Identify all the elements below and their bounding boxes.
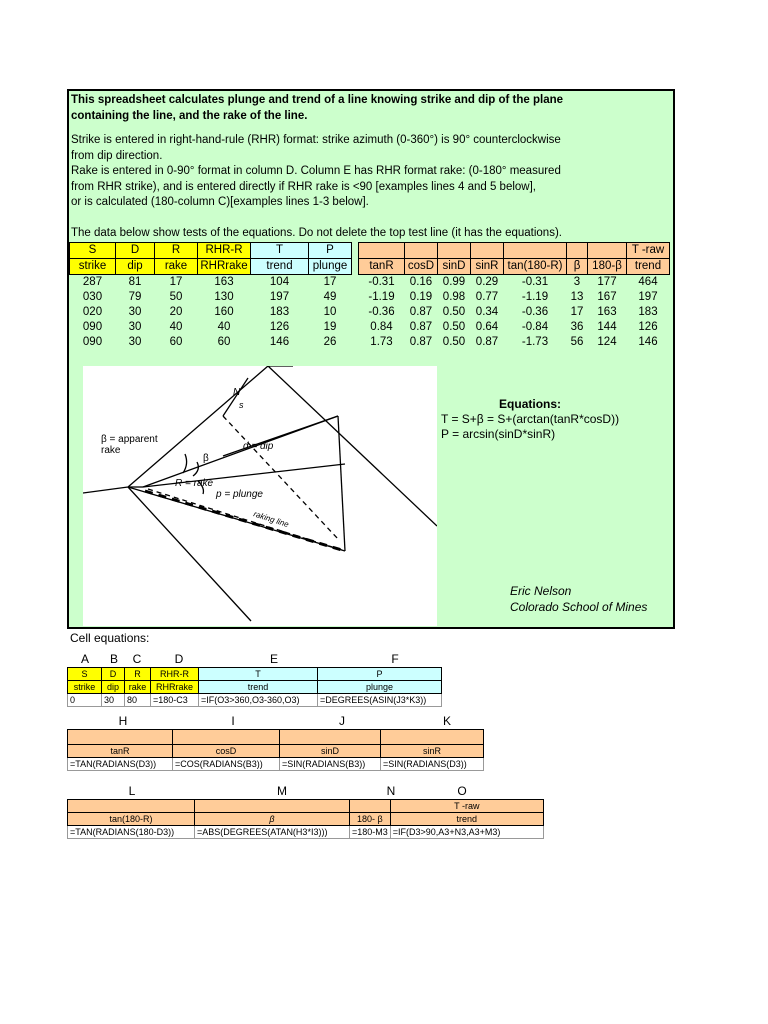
header-cell[interactable]: cosD	[173, 745, 280, 758]
author-school: Colorado School of Mines	[510, 599, 648, 614]
header-cell[interactable]: tanR	[68, 745, 173, 758]
table-row	[359, 290, 670, 305]
data-cell[interactable]: 50	[169, 291, 183, 303]
rake-label: R = rake	[175, 478, 214, 489]
data-cell[interactable]: -0.36	[521, 306, 549, 318]
data-cell[interactable]: 126	[269, 321, 290, 333]
main-panel	[67, 89, 675, 629]
column-letter: O	[457, 784, 467, 798]
column-letter: F	[391, 652, 399, 666]
diagram-svg	[83, 366, 437, 626]
data-cell[interactable]: 17	[323, 276, 337, 288]
data-cell[interactable]: 19	[323, 321, 337, 333]
plunge-label: p = plunge	[216, 489, 263, 500]
header-cell[interactable]: rake	[125, 681, 151, 694]
data-cell[interactable]: 30	[128, 321, 142, 333]
right-edge	[268, 366, 437, 526]
data-cell[interactable]: 197	[269, 291, 290, 303]
data-cell[interactable]: 0.84	[370, 321, 393, 333]
header-cell[interactable]: strike	[68, 681, 102, 694]
column-letter: B	[109, 652, 118, 666]
data-cell[interactable]: -1.19	[521, 291, 549, 303]
table-row	[68, 758, 484, 771]
header-cell[interactable]: tan(180-R)	[68, 813, 195, 826]
data-cell[interactable]: 81	[128, 276, 142, 288]
data-cell[interactable]: 090	[82, 321, 103, 333]
intro-bold-line2: containing the line, and the rake of the line.	[71, 109, 308, 122]
header-cell[interactable]: R	[125, 668, 151, 681]
data-cell[interactable]: 163	[597, 306, 617, 318]
column-letter: L	[128, 784, 136, 798]
formula-cell[interactable]: =COS(RADIANS(B3))	[173, 758, 280, 771]
data-cell[interactable]: 1.73	[370, 336, 393, 348]
data-cell[interactable]: 104	[269, 276, 290, 288]
header-cell[interactable]: S	[70, 243, 116, 259]
data-cell[interactable]: -0.31	[368, 276, 395, 288]
header-cell[interactable]: cosD	[405, 259, 438, 275]
header-cell[interactable]: trend	[627, 259, 670, 275]
table-row	[359, 320, 670, 335]
header-cell[interactable]: P	[309, 243, 352, 259]
table-row	[359, 305, 670, 320]
beta-label-2: rake	[101, 445, 121, 456]
formula-cell[interactable]: =TAN(RADIANS(180-D3))	[68, 826, 195, 839]
table-row	[70, 335, 352, 350]
header-cell[interactable]: tan(180-R)	[504, 259, 567, 275]
formula-cell[interactable]: =DEGREES(ASIN(J3*K3))	[318, 694, 442, 707]
data-cell[interactable]: 0.87	[409, 321, 433, 333]
data-cell[interactable]: 0.50	[442, 306, 466, 318]
header-cell[interactable]: trend	[199, 681, 318, 694]
header-cell[interactable]: sinR	[471, 259, 504, 275]
table-row	[359, 335, 670, 350]
data-cell[interactable]: 177	[597, 276, 617, 288]
data-cell[interactable]: 79	[128, 291, 142, 303]
table-row	[70, 275, 352, 291]
data-cell[interactable]: -0.84	[521, 321, 549, 333]
table-row	[70, 290, 352, 305]
equations-title: Equations:	[499, 397, 562, 411]
data-cell[interactable]: 0.34	[475, 306, 499, 318]
beta-label-1: β = apparent	[101, 434, 158, 445]
header-cell[interactable]: 180- β	[350, 813, 391, 826]
data-cell[interactable]: 020	[82, 306, 103, 318]
north-label: N	[233, 387, 241, 398]
intro-p2-l2: from RHR strike), and is entered directly if RHR rake is <90 [examples lines 4 and 5 below],	[71, 180, 536, 193]
formula-cell[interactable]: =ABS(DEGREES(ATAN(H3*I3)))	[195, 826, 350, 839]
data-cell[interactable]: 163	[214, 276, 234, 288]
data-cell[interactable]: 183	[638, 306, 658, 318]
formula-cell[interactable]: =180-C3	[151, 694, 199, 707]
data-cell[interactable]: 60	[169, 336, 183, 348]
input-table	[69, 242, 352, 350]
data-cell[interactable]: 0.77	[475, 291, 499, 303]
data-cell[interactable]: 40	[169, 321, 183, 333]
data-cell[interactable]: 183	[269, 306, 290, 318]
intro-text	[71, 93, 671, 241]
author-name: Eric Nelson	[510, 584, 572, 598]
column-letter: N	[386, 784, 396, 798]
header-cell[interactable]: T -raw	[390, 800, 543, 813]
equation-1: T = S+β = S+(arctan(tanR*cosD))	[441, 412, 620, 426]
lower-edge	[128, 487, 251, 621]
table-row	[68, 694, 442, 707]
author-credit	[510, 584, 647, 615]
data-cell[interactable]: -0.31	[521, 276, 549, 288]
data-cell[interactable]: 56	[570, 336, 584, 348]
data-cell[interactable]: 0.19	[409, 291, 433, 303]
data-cell[interactable]: 17	[570, 306, 584, 318]
calc-table	[358, 242, 670, 350]
header-cell[interactable]: dip	[116, 259, 155, 275]
header-cell[interactable]: sinR	[381, 745, 484, 758]
formula-cell[interactable]: =SIN(RADIANS(B3))	[280, 758, 381, 771]
header-cell[interactable]: trend	[390, 813, 543, 826]
column-letter: I	[231, 714, 235, 728]
geometry-diagram	[83, 366, 437, 626]
header-cell[interactable]: 180-β	[588, 259, 627, 275]
header-cell[interactable]: dip	[102, 681, 125, 694]
table-row	[68, 826, 544, 839]
beta-symbol-label: β	[203, 453, 209, 464]
data-cell[interactable]: 17	[169, 276, 183, 288]
header-cell[interactable]: rake	[155, 259, 198, 275]
data-cell[interactable]: 146	[638, 336, 658, 348]
formula-cell[interactable]: 0	[68, 694, 102, 707]
data-cell[interactable]: -1.73	[521, 336, 549, 348]
data-cell[interactable]: 146	[269, 336, 290, 348]
data-cell[interactable]: 0.16	[409, 276, 433, 288]
data-cell[interactable]: 20	[169, 306, 183, 318]
header-cell[interactable]: RHR-R	[198, 243, 251, 259]
column-letter: H	[118, 714, 128, 728]
header-cell[interactable]: T	[199, 668, 318, 681]
data-cell[interactable]: 160	[214, 306, 234, 318]
header-cell[interactable]: plunge	[309, 259, 352, 275]
header-cell[interactable]: β	[195, 813, 350, 826]
intro-p2-l1: Rake is entered in 0-90° format in column D. Column E has RHR format rake: (0-180° measured	[71, 165, 561, 177]
data-cell[interactable]: 197	[638, 291, 658, 303]
data-cell[interactable]: 0.87	[409, 336, 433, 348]
column-letter: K	[442, 714, 451, 728]
data-cell[interactable]: 090	[82, 336, 103, 348]
formula-cell[interactable]: =TAN(RADIANS(D3))	[68, 758, 173, 771]
cell-equations-sec3	[67, 799, 544, 839]
table-row	[70, 305, 352, 320]
data-cell[interactable]: 464	[638, 276, 658, 288]
data-cell[interactable]: 167	[597, 291, 617, 303]
formula-cell[interactable]: =IF(D3>90,A3+N3,A3+M3)	[390, 826, 543, 839]
header-cell[interactable]: P	[318, 668, 442, 681]
data-cell[interactable]: 36	[570, 321, 584, 333]
data-cell[interactable]: 60	[217, 336, 231, 348]
formula-cell[interactable]: =180-M3	[350, 826, 391, 839]
s-label: s	[239, 400, 244, 410]
data-cell[interactable]: 0.29	[475, 276, 499, 288]
intro-bold-line1: This spreadsheet calculates plunge and trend of a line knowing strike and dip of the plane	[71, 94, 564, 106]
intro-p1-l2: from dip direction.	[71, 149, 163, 162]
header-cell[interactable]: strike	[70, 259, 116, 275]
data-cell[interactable]: 030	[82, 291, 103, 303]
dip-label: d = dip	[243, 441, 274, 452]
column-letter: M	[277, 784, 287, 798]
formula-cell[interactable]: =IF(O3>360,O3-360,O3)	[199, 694, 318, 707]
header-cell[interactable]: RHRrake	[151, 681, 199, 694]
data-cell[interactable]: 40	[217, 321, 231, 333]
column-letter: J	[339, 714, 345, 728]
data-cell[interactable]: -1.19	[368, 291, 395, 303]
header-cell[interactable]: sinD	[438, 259, 471, 275]
data-cell[interactable]: 26	[323, 336, 337, 348]
equations-box	[441, 397, 619, 442]
formula-cell[interactable]: 30	[102, 694, 125, 707]
header-cell[interactable]: β	[567, 259, 588, 275]
header-cell[interactable]: D	[102, 668, 125, 681]
data-cell[interactable]: 0.87	[475, 336, 499, 348]
data-cell[interactable]: 10	[323, 306, 337, 318]
formula-cell[interactable]: =SIN(RADIANS(D3))	[381, 758, 484, 771]
formula-cell[interactable]: 80	[125, 694, 151, 707]
table-row	[359, 275, 670, 291]
data-cell[interactable]: 13	[570, 291, 584, 303]
raking-line-label: raking line	[252, 509, 290, 530]
data-cell[interactable]: 3	[573, 276, 581, 288]
data-cell[interactable]: 30	[128, 306, 142, 318]
header-cell[interactable]: T -raw	[627, 243, 670, 259]
header-cell[interactable]: RHR-R	[151, 668, 199, 681]
header-cell[interactable]: R	[155, 243, 198, 259]
table-row	[70, 320, 352, 335]
header-cell[interactable]: RHRrake	[198, 259, 251, 275]
column-letter: C	[132, 652, 142, 666]
data-cell[interactable]: 130	[214, 291, 234, 303]
data-cell[interactable]: 30	[128, 336, 142, 348]
header-cell[interactable]: plunge	[318, 681, 442, 694]
data-cell[interactable]: 0.64	[475, 321, 499, 333]
data-cell[interactable]: 0.99	[442, 276, 466, 288]
data-cell[interactable]: 144	[597, 321, 617, 333]
cell-equations-sec2	[67, 729, 484, 771]
cell-equations-sec1	[67, 667, 442, 707]
data-cell[interactable]: 126	[638, 321, 658, 333]
data-cell[interactable]: 49	[323, 291, 337, 303]
column-letter: A	[80, 652, 89, 666]
intro-p1-l1: Strike is entered in right-hand-rule (RHR) format: strike azimuth (0-360°) is 90° counterclockwise	[71, 134, 561, 146]
data-cell[interactable]: 287	[82, 276, 103, 288]
equation-2: P = arcsin(sinD*sinR)	[441, 427, 556, 441]
header-cell[interactable]: sinD	[280, 745, 381, 758]
header-cell[interactable]: T	[251, 243, 309, 259]
data-cell[interactable]: -0.36	[368, 306, 395, 318]
data-cell[interactable]: 124	[597, 336, 617, 348]
data-cell[interactable]: 0.98	[442, 291, 466, 303]
cell-equations-header: Cell equations:	[70, 631, 150, 645]
header-cell[interactable]: trend	[251, 259, 309, 275]
intro-p2-l3: or is calculated (180-column C)[examples lines 1-3 below].	[71, 196, 369, 208]
data-cell[interactable]: 0.87	[409, 306, 433, 318]
header-cell[interactable]: D	[116, 243, 155, 259]
data-cell[interactable]: 0.50	[442, 321, 466, 333]
header-cell[interactable]: tanR	[359, 259, 405, 275]
intro-p3: The data below show tests of the equations. Do not delete the top test line (it has the equations).	[71, 226, 562, 239]
header-cell[interactable]: S	[68, 668, 102, 681]
column-letter: D	[174, 652, 184, 666]
data-cell[interactable]: 0.50	[442, 336, 466, 348]
column-letter: E	[269, 652, 278, 666]
